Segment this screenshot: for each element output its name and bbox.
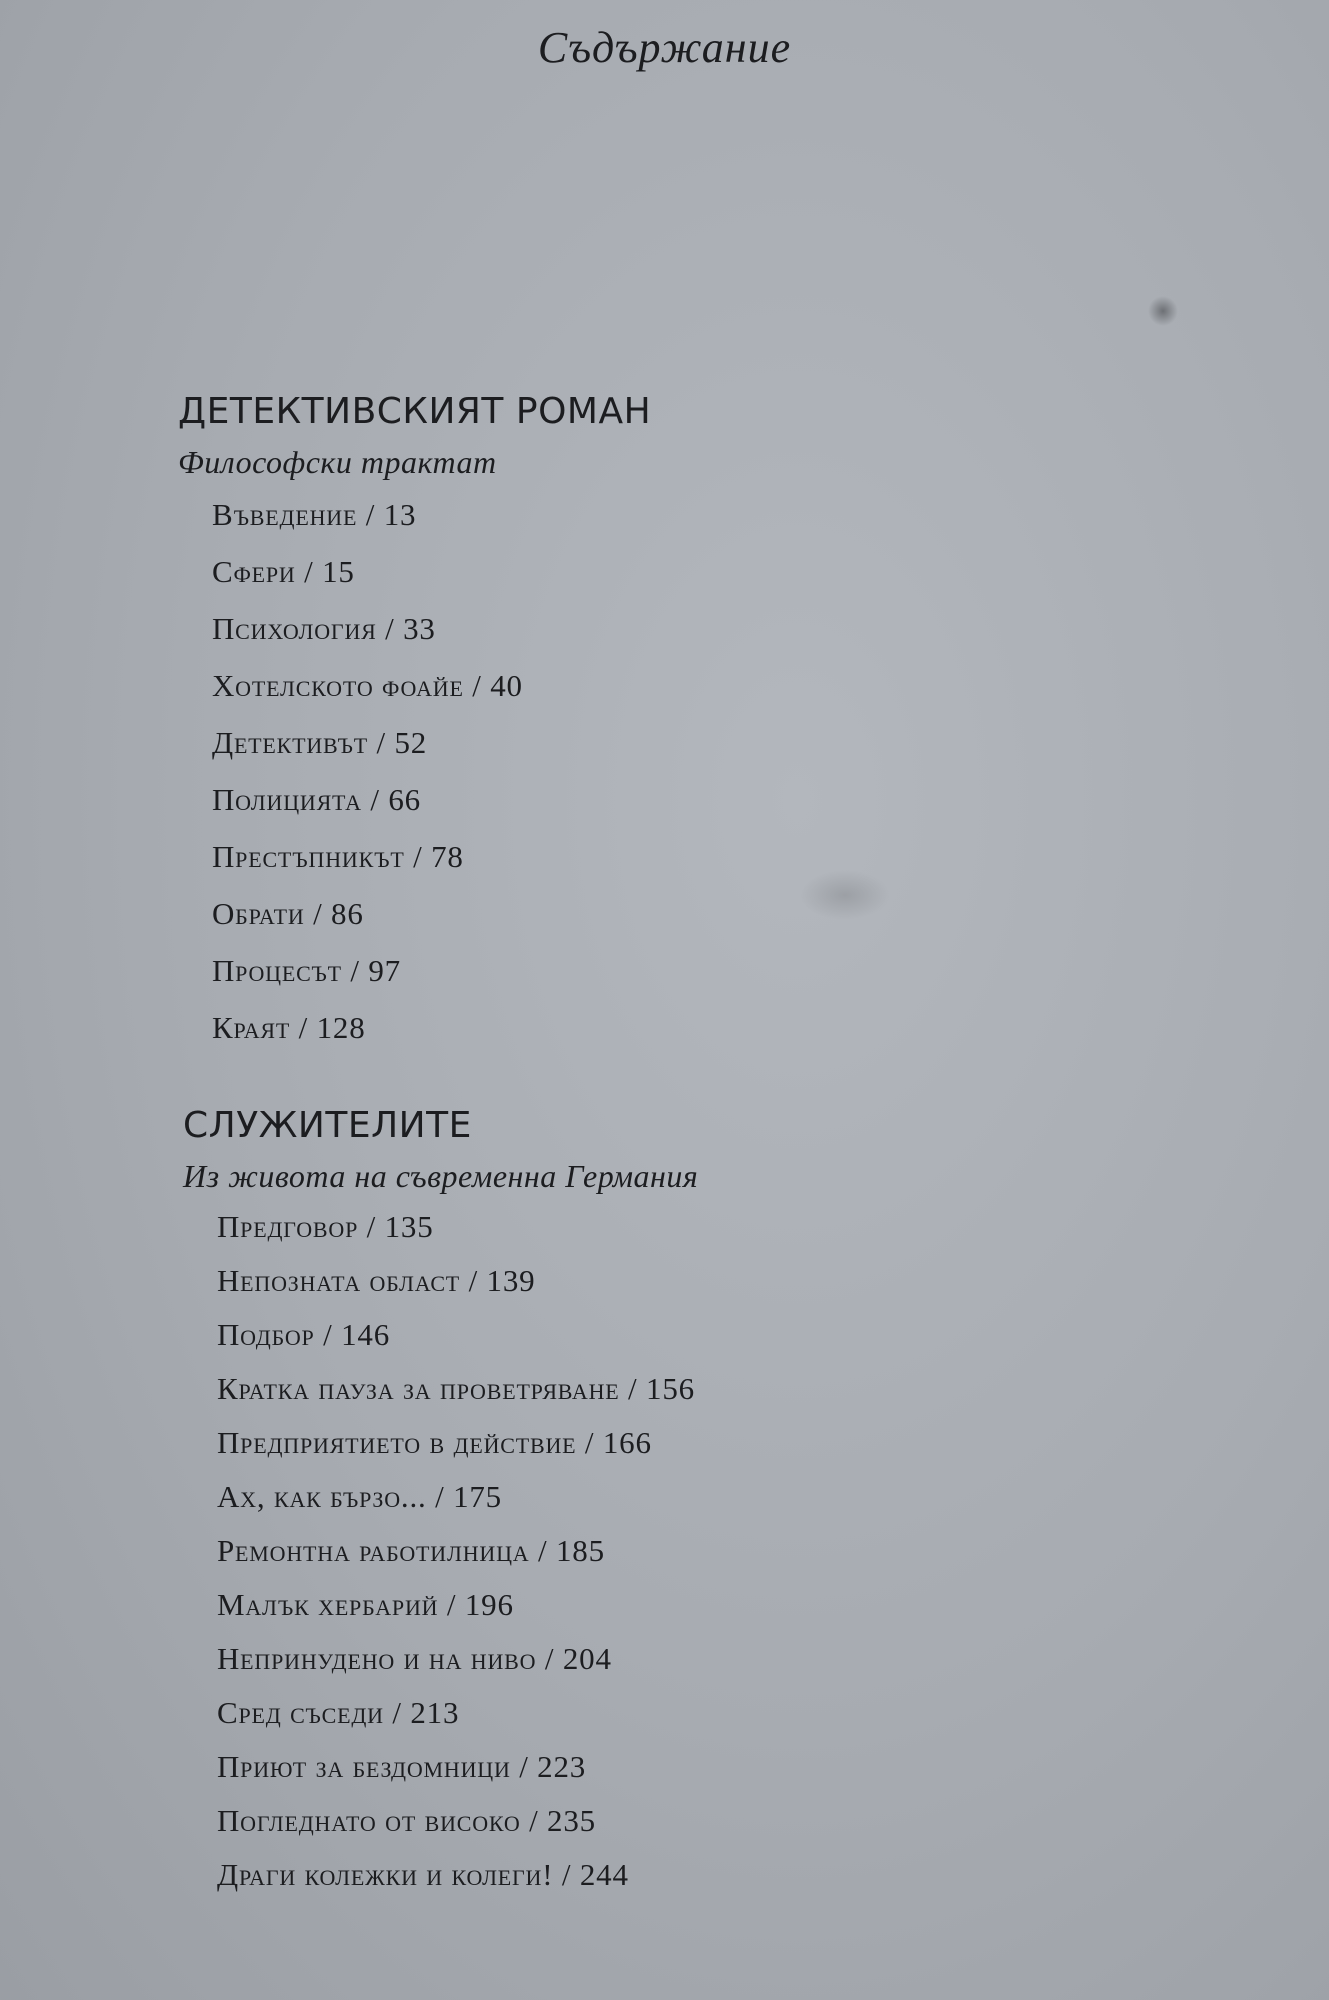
toc-entry: Краят / 128 bbox=[212, 1010, 366, 1045]
toc-entry: Полицията / 66 bbox=[212, 782, 421, 817]
toc-entry: Кратка пауза за проветряване / 156 bbox=[217, 1371, 695, 1406]
toc-entry: Обрати / 86 bbox=[212, 896, 364, 931]
toc-entry: Хотелското фоайе / 40 bbox=[212, 668, 523, 703]
toc-entry: Ремонтна работилница / 185 bbox=[217, 1533, 605, 1568]
toc-entry: Непозната област / 139 bbox=[217, 1263, 536, 1298]
toc-entry: Подбор / 146 bbox=[217, 1317, 391, 1352]
toc-entry: Сред съседи / 213 bbox=[217, 1695, 460, 1730]
toc-entry: Ах, как бързо... / 175 bbox=[217, 1479, 502, 1514]
toc-entry: Непринудено и на ниво / 204 bbox=[217, 1641, 612, 1676]
toc-entry: Предговор / 135 bbox=[217, 1209, 434, 1244]
toc-entry: Психология / 33 bbox=[212, 611, 436, 646]
toc-entry: Предприятието в действие / 166 bbox=[217, 1425, 652, 1460]
toc-entry: Малък хербарий / 196 bbox=[217, 1587, 514, 1622]
toc-entry: Престъпникът / 78 bbox=[212, 839, 464, 874]
page-title: Съдържание bbox=[537, 23, 792, 72]
toc-entry-list bbox=[183, 1200, 1183, 1902]
toc-entry: Въведение / 13 bbox=[212, 497, 417, 532]
toc-section-detective-novel bbox=[178, 384, 1178, 1056]
toc-entry: Процесът / 97 bbox=[212, 953, 401, 988]
toc-entry-list bbox=[178, 486, 1178, 1056]
section-subtitle: Из живота на съвременна Германия bbox=[183, 1158, 699, 1194]
toc-entry: Детективът / 52 bbox=[212, 725, 428, 760]
toc-entry: Приют за бездомници / 223 bbox=[217, 1749, 587, 1784]
section-title: ДЕТЕКТИВСКИЯТ РОМАН bbox=[178, 391, 652, 432]
page-smudge bbox=[1148, 296, 1178, 326]
toc-entry: Драги колежки и колеги! / 244 bbox=[217, 1857, 629, 1892]
section-title: СЛУЖИТЕЛИТЕ bbox=[183, 1105, 472, 1146]
toc-entry: Сфери / 15 bbox=[212, 554, 355, 589]
toc-section-employees bbox=[183, 1098, 1183, 1902]
section-subtitle: Философски трактат bbox=[178, 444, 497, 480]
toc-entry: Погледнато от високо / 235 bbox=[217, 1803, 596, 1838]
